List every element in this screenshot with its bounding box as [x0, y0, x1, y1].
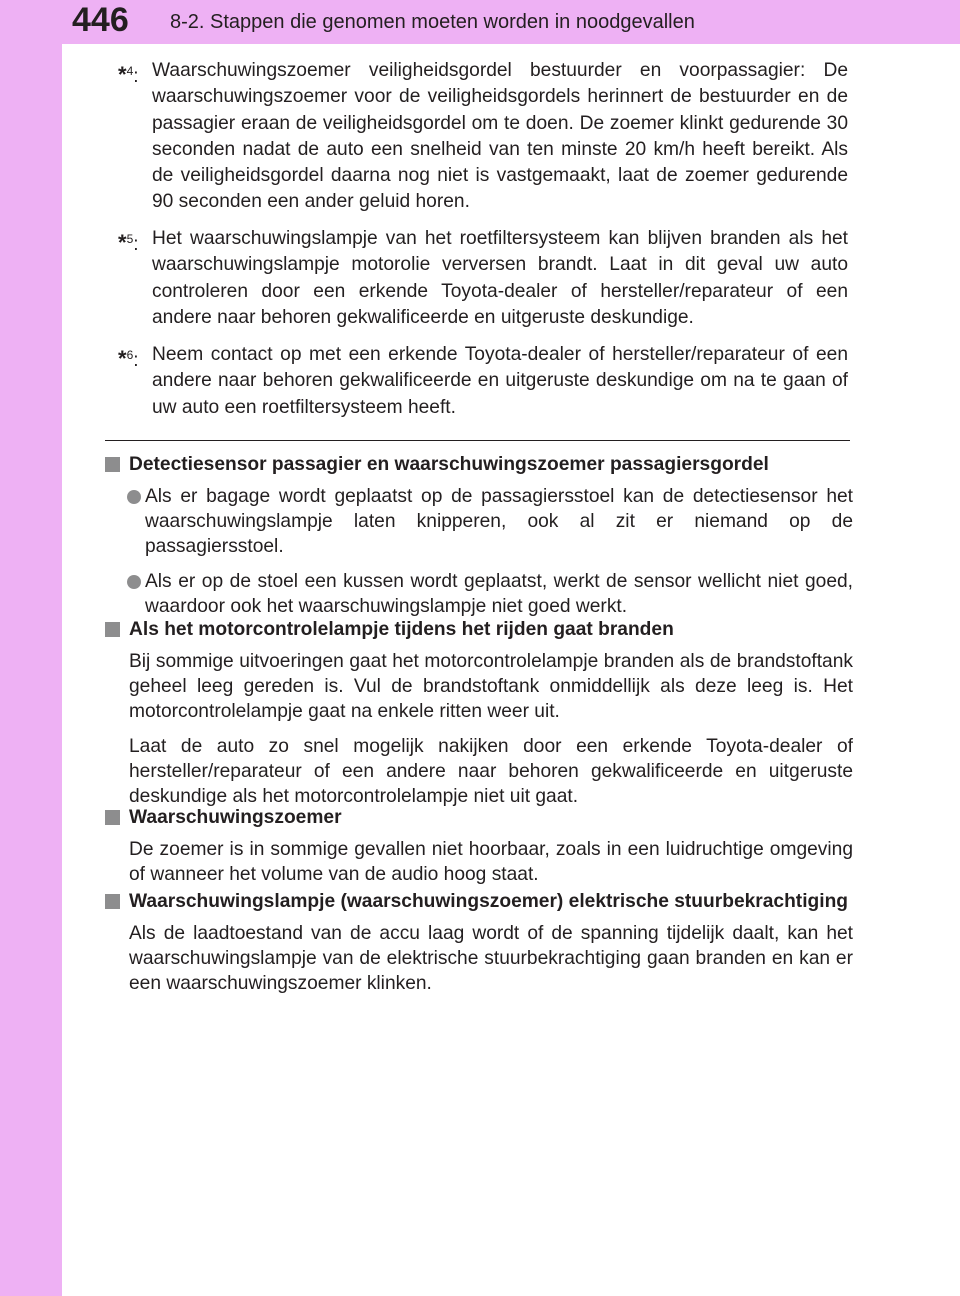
- side-color-bar: [0, 0, 62, 1296]
- round-bullet-icon: [127, 575, 141, 589]
- square-bullet-icon: [105, 810, 120, 825]
- footnote-number: 6: [126, 348, 134, 362]
- square-bullet-icon: [105, 622, 120, 637]
- footnote-6: [118, 342, 848, 421]
- paragraph: De zoemer is in sommige gevallen niet hoorbaar, zoals in een luidruchtige omgeving of wanneer het volume van de audio hoog staat.: [129, 839, 853, 885]
- section-passenger-sensor: [105, 452, 853, 619]
- footnote-mark: *: [118, 62, 127, 87]
- section-heading: Als het motorcontrolelampje tijdens het rijden gaat branden: [129, 619, 674, 640]
- paragraph: Laat de auto zo snel mogelijk nakijken door een erkende Toyota-dealer of hersteller/reparateur of een andere naar behoren gekwalificeerde en uitgeruste deskundige als het motorcontrolelampje niet uit gaat.: [129, 736, 853, 807]
- bullet-text: Als er bagage wordt geplaatst op de passagiersstoel kan de detectiesensor het waarschuwingslampje laten knipperen, ook al zit er niemand op de passagiersstoel.: [145, 486, 853, 557]
- chapter-title: 8-2. Stappen die genomen moeten worden in noodgevallen: [170, 11, 695, 33]
- footnote-text: Neem contact op met een erkende Toyota-dealer of hersteller/reparateur of een andere naar behoren gekwalificeerde en uitgeruste deskundige om na te gaan of uw auto een roetfiltersysteem heeft.: [152, 344, 848, 418]
- section-power-steering: [105, 889, 853, 996]
- paragraph: Als de laadtoestand van de accu laag wordt of de spanning tijdelijk daalt, kan het waarschuwingslampje van de elektrische stuurbekrachtiging gaan branden en kan er een waarschuwingszoemer klinken.: [129, 923, 853, 994]
- footnote-mark: *: [118, 346, 127, 371]
- section-buzzer: [105, 805, 853, 887]
- section-divider: [105, 440, 850, 441]
- footnote-number: 4: [126, 64, 134, 78]
- paragraph: Bij sommige uitvoeringen gaat het motorcontrolelampje branden als de brandstoftank geheel leeg gereden is. Vul de brandstoftank onmiddellijk als deze leeg is. Het motorcontrolelampje gaat na enkele ritten weer uit.: [129, 651, 853, 722]
- footnote-separator: :: [133, 234, 139, 255]
- footnote-text: Het waarschuwingslampje van het roetfiltersysteem kan blijven branden als het waarschuwingslampje motorolie verversen brandt. Laat in dit geval uw auto controleren door een erkende Toyota-dealer of hersteller/reparateur of een andere naar behoren gekwalificeerde en uitgeruste deskundige.: [152, 228, 848, 328]
- footnote-5: [118, 226, 848, 331]
- square-bullet-icon: [105, 457, 120, 472]
- footnote-separator: :: [133, 66, 139, 87]
- section-heading: Waarschuwingslampje (waarschuwingszoemer) elektrische stuurbekrachtiging: [129, 891, 849, 912]
- footnote-mark: *: [118, 230, 127, 255]
- square-bullet-icon: [105, 894, 120, 909]
- section-engine-warning: [105, 617, 853, 809]
- footnote-text: Waarschuwingszoemer veiligheidsgordel bestuurder en voorpassagier: De waarschuwingszoemer voor de veiligheidsgordels herinnert de bestuurder en de passagier eraan de veiligheidsgordel om te doen. De zoemer klinkt gedurende 30 seconden nadat de auto een snelheid van ten minste 20 km/h heeft bereikt. Als de veiligheidsgordel daarna nog niet is vastgemaakt, laat de zoemer gedurende 90 seconden een ander geluid horen.: [152, 60, 848, 213]
- section-heading: Waarschuwingszoemer: [129, 807, 342, 828]
- footnote-number: 5: [126, 232, 134, 246]
- section-heading: Detectiesensor passagier en waarschuwingszoemer passagiersgordel: [129, 454, 769, 475]
- bullet-text: Als er op de stoel een kussen wordt geplaatst, werkt de sensor wellicht niet goed, waardoor ook het waarschuwingslampje niet goed werkt.: [145, 571, 853, 617]
- page-number: 446: [72, 1, 129, 39]
- round-bullet-icon: [127, 490, 141, 504]
- footnote-separator: :: [133, 350, 139, 371]
- footnote-4: [118, 58, 848, 216]
